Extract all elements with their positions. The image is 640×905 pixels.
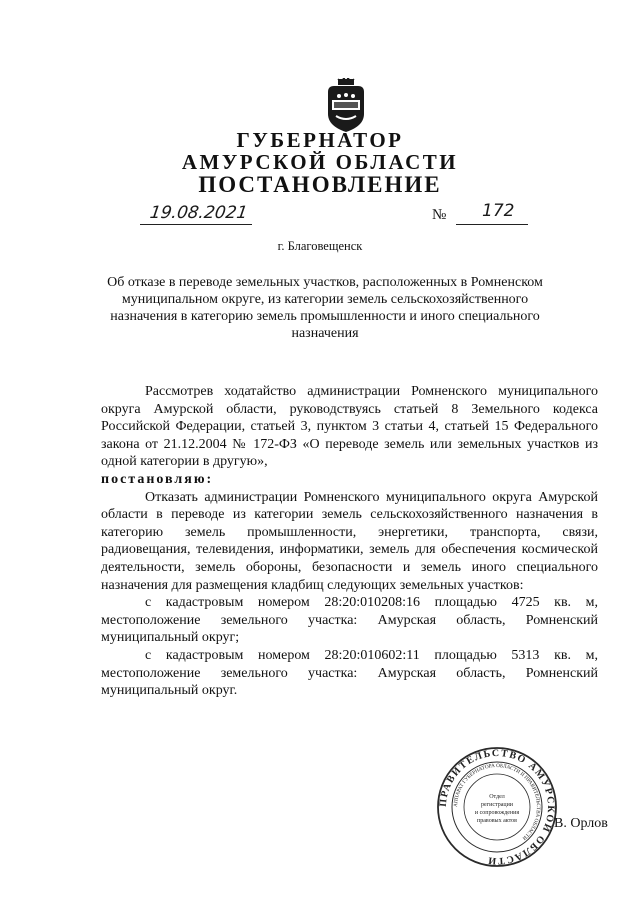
paragraph-plot-1: с кадастровым номером 28:20:010208:16 площадью 4725 кв. м, местоположение земельного участка: Амурская область, Ромненский муниципальный округ;	[101, 595, 598, 646]
city: г. Благовещенск	[277, 239, 363, 253]
stamp-center-line-3: и сопровождения	[474, 810, 520, 816]
stamp-center-line-1: Отдел	[489, 794, 505, 800]
stamp-center-line-2: регистрации	[481, 802, 513, 808]
header-region: АМУРСКОЙ ОБЛАСТИ	[181, 150, 459, 174]
coat-of-arms-emblem	[324, 78, 368, 134]
header-decree: ПОСТАНОВЛЕНИЕ	[198, 172, 442, 197]
signature-name: Орлов	[570, 816, 608, 831]
signature-initial: В.	[554, 816, 567, 831]
date-underline	[140, 224, 252, 225]
signature-block	[554, 816, 608, 832]
stamp-center-line-4: правовых актов	[477, 818, 517, 824]
paragraph-plot-2: с кадастровым номером 28:20:010602:11 площадью 5313 кв. м, местоположение земельного участка: Амурская область, Ромненский муниципальный округ.	[101, 647, 598, 699]
paragraph-refuse: Отказать администрации Ромненского муниципального округа Амурской области в переводе из категории земель сельскохозяйственного назначения в категорию земель промышленности, энергетики, транспорта, связи, радиовещания, телевидения, информатики, земель для обеспечения космической деятельности, земель обороны, безопасности и земель иного специального назначения для размещения кладбищ следующих земельных участков:	[101, 489, 598, 593]
paragraph-considering: Рассмотрев ходатайство администрации Ромненского муниципального округа Амурской области, руководствуясь статьей 8 Земельного кодекса Российской Федерации, статьей 3, пунктом 3 статьи 4, статьей 15 Федерального закона от 21.12.2004 № 172-ФЗ «О переводе земель или земельных участков из одной категории в другую»,	[101, 384, 598, 470]
number-underline	[456, 224, 528, 225]
official-stamp	[436, 746, 558, 868]
header-governor: ГУБЕРНАТОР	[236, 128, 404, 152]
document-date: 19.08.2021	[148, 203, 249, 223]
paragraph-resolve: постановляю:	[101, 471, 214, 487]
document-title: Об отказе в переводе земельных участков, расположенных в Ромненском муниципальном округе, из категории земель сельскохозяйственного назначения в категорию земель промышленности и иного специального назначения	[107, 275, 543, 341]
number-label: №	[432, 207, 447, 223]
stamp-ring-text: АППАРАТ ГУБЕРНАТОРА ОБЛАСТИ И ПРАВИТЕЛЬСТВА ОБЛАСТИ	[452, 762, 542, 841]
stamp-outer-text: ПРАВИТЕЛЬСТВО АМУРСКОЙ ОБЛАСТИ	[437, 747, 557, 867]
document-number: 172	[482, 201, 515, 221]
body-text	[101, 383, 598, 700]
